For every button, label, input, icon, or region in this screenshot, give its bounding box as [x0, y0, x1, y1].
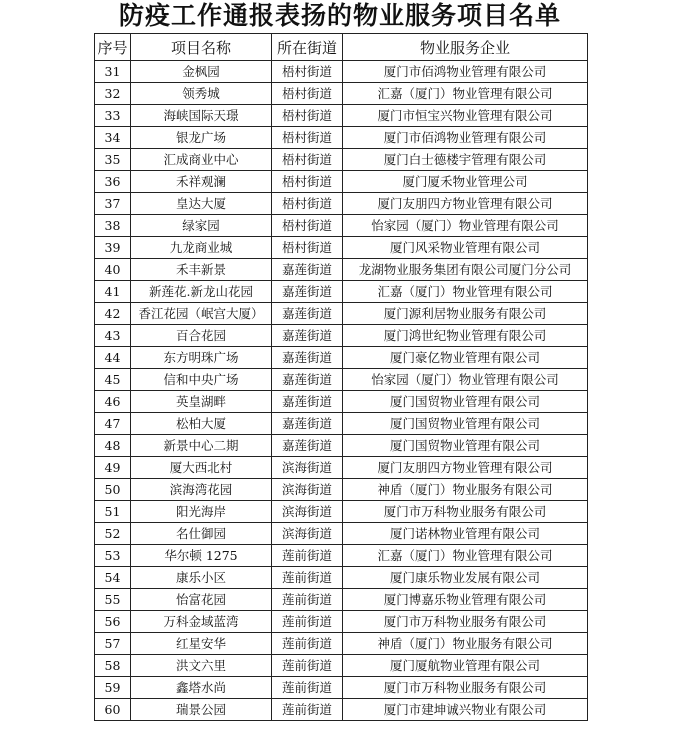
cell-index: 35 [95, 149, 131, 171]
table-row [95, 413, 588, 435]
cell-project-name: 禾祥观澜 [131, 171, 272, 193]
cell-index: 50 [95, 479, 131, 501]
cell-index: 54 [95, 567, 131, 589]
cell-project-name: 厦大西北村 [131, 457, 272, 479]
cell-company: 龙湖物业服务集团有限公司厦门分公司 [343, 259, 588, 281]
cell-street: 梧村街道 [272, 149, 343, 171]
cell-index: 33 [95, 105, 131, 127]
cell-index: 39 [95, 237, 131, 259]
cell-street: 梧村街道 [272, 127, 343, 149]
table-row [95, 655, 588, 677]
cell-project-name: 百合花园 [131, 325, 272, 347]
cell-project-name: 新景中心二期 [131, 435, 272, 457]
cell-company: 厦门友朋四方物业管理有限公司 [343, 193, 588, 215]
table-row [95, 479, 588, 501]
cell-project-name: 金枫园 [131, 61, 272, 83]
table-row [95, 303, 588, 325]
cell-company: 厦门源利居物业服务有限公司 [343, 303, 588, 325]
cell-street: 莲前街道 [272, 655, 343, 677]
cell-index: 53 [95, 545, 131, 567]
table-row [95, 149, 588, 171]
cell-index: 32 [95, 83, 131, 105]
cell-street: 嘉莲街道 [272, 325, 343, 347]
table-row [95, 237, 588, 259]
page-title: 防疫工作通报表扬的物业服务项目名单 [118, 1, 561, 30]
table-row [95, 699, 588, 721]
table-row [95, 633, 588, 655]
table-row [95, 545, 588, 567]
cell-project-name: 怡富花园 [131, 589, 272, 611]
table-row [95, 369, 588, 391]
table-row [95, 83, 588, 105]
header-project-name: 项目名称 [131, 34, 272, 61]
cell-street: 莲前街道 [272, 567, 343, 589]
property-list-table [94, 33, 588, 721]
cell-project-name: 信和中央广场 [131, 369, 272, 391]
cell-company: 厦门友朋四方物业管理有限公司 [343, 457, 588, 479]
cell-street: 滨海街道 [272, 523, 343, 545]
cell-company: 神盾（厦门）物业服务有限公司 [343, 633, 588, 655]
cell-street: 梧村街道 [272, 215, 343, 237]
cell-project-name: 万科金域蓝湾 [131, 611, 272, 633]
cell-street: 嘉莲街道 [272, 391, 343, 413]
cell-street: 梧村街道 [272, 105, 343, 127]
cell-index: 45 [95, 369, 131, 391]
table-row [95, 127, 588, 149]
cell-index: 34 [95, 127, 131, 149]
cell-street: 莲前街道 [272, 545, 343, 567]
cell-company: 厦门市建坤诚兴物业有限公司 [343, 699, 588, 721]
table-row [95, 435, 588, 457]
cell-index: 49 [95, 457, 131, 479]
cell-index: 57 [95, 633, 131, 655]
cell-project-name: 海峡国际天璟 [131, 105, 272, 127]
cell-company: 厦门诺林物业管理有限公司 [343, 523, 588, 545]
cell-street: 滨海街道 [272, 457, 343, 479]
table-row [95, 391, 588, 413]
table-row [95, 501, 588, 523]
cell-street: 滨海街道 [272, 501, 343, 523]
table-body [95, 61, 588, 721]
cell-project-name: 瑞景公园 [131, 699, 272, 721]
table-row [95, 611, 588, 633]
cell-project-name: 绿家园 [131, 215, 272, 237]
cell-project-name: 英皇湖畔 [131, 391, 272, 413]
table-row [95, 281, 588, 303]
cell-project-name: 阳光海岸 [131, 501, 272, 523]
cell-project-name: 皇达大厦 [131, 193, 272, 215]
cell-street: 莲前街道 [272, 699, 343, 721]
cell-index: 31 [95, 61, 131, 83]
cell-company: 厦门白士德楼宇管理有限公司 [343, 149, 588, 171]
cell-street: 嘉莲街道 [272, 435, 343, 457]
cell-company: 厦门厦禾物业管理公司 [343, 171, 588, 193]
cell-index: 44 [95, 347, 131, 369]
cell-company: 厦门鸿世纪物业管理有限公司 [343, 325, 588, 347]
table-row [95, 523, 588, 545]
cell-index: 37 [95, 193, 131, 215]
cell-street: 梧村街道 [272, 171, 343, 193]
cell-street: 莲前街道 [272, 589, 343, 611]
cell-street: 嘉莲街道 [272, 369, 343, 391]
cell-project-name: 银龙广场 [131, 127, 272, 149]
table-row [95, 61, 588, 83]
cell-index: 48 [95, 435, 131, 457]
cell-index: 41 [95, 281, 131, 303]
cell-street: 莲前街道 [272, 633, 343, 655]
cell-company: 厦门市万科物业服务有限公司 [343, 611, 588, 633]
cell-index: 36 [95, 171, 131, 193]
cell-street: 滨海街道 [272, 479, 343, 501]
cell-company: 厦门市佰鸿物业管理有限公司 [343, 127, 588, 149]
header-street: 所在街道 [272, 34, 343, 61]
cell-street: 梧村街道 [272, 237, 343, 259]
cell-index: 55 [95, 589, 131, 611]
cell-project-name: 禾丰新景 [131, 259, 272, 281]
cell-index: 52 [95, 523, 131, 545]
cell-project-name: 领秀城 [131, 83, 272, 105]
cell-project-name: 东方明珠广场 [131, 347, 272, 369]
table-row [95, 457, 588, 479]
table-row [95, 171, 588, 193]
header-index: 序号 [95, 34, 131, 61]
cell-street: 嘉莲街道 [272, 303, 343, 325]
cell-project-name: 滨海湾花园 [131, 479, 272, 501]
cell-index: 43 [95, 325, 131, 347]
table-row [95, 567, 588, 589]
cell-company: 怡家园（厦门）物业管理有限公司 [343, 215, 588, 237]
cell-company: 厦门风采物业管理有限公司 [343, 237, 588, 259]
cell-index: 56 [95, 611, 131, 633]
cell-street: 嘉莲街道 [272, 413, 343, 435]
table-header-row [95, 34, 588, 61]
cell-project-name: 松柏大厦 [131, 413, 272, 435]
cell-company: 厦门市万科物业服务有限公司 [343, 501, 588, 523]
cell-company: 厦门国贸物业管理有限公司 [343, 391, 588, 413]
cell-company: 神盾（厦门）物业服务有限公司 [343, 479, 588, 501]
cell-company: 怡家园（厦门）物业管理有限公司 [343, 369, 588, 391]
cell-index: 46 [95, 391, 131, 413]
table-row [95, 193, 588, 215]
table-row [95, 259, 588, 281]
cell-company: 汇嘉（厦门）物业管理有限公司 [343, 83, 588, 105]
cell-index: 40 [95, 259, 131, 281]
cell-project-name: 汇成商业中心 [131, 149, 272, 171]
cell-company: 汇嘉（厦门）物业管理有限公司 [343, 545, 588, 567]
cell-index: 60 [95, 699, 131, 721]
cell-street: 嘉莲街道 [272, 281, 343, 303]
cell-street: 莲前街道 [272, 677, 343, 699]
cell-street: 梧村街道 [272, 193, 343, 215]
cell-project-name: 华尔顿 1275 [131, 545, 272, 567]
cell-project-name: 红星安华 [131, 633, 272, 655]
table-row [95, 215, 588, 237]
table-row [95, 347, 588, 369]
cell-project-name: 名仕御园 [131, 523, 272, 545]
cell-index: 38 [95, 215, 131, 237]
cell-project-name: 九龙商业城 [131, 237, 272, 259]
cell-street: 嘉莲街道 [272, 347, 343, 369]
cell-company: 厦门康乐物业发展有限公司 [343, 567, 588, 589]
table-row [95, 677, 588, 699]
header-company: 物业服务企业 [343, 34, 588, 61]
cell-street: 莲前街道 [272, 611, 343, 633]
cell-project-name: 康乐小区 [131, 567, 272, 589]
cell-street: 嘉莲街道 [272, 259, 343, 281]
cell-project-name: 鑫塔水尚 [131, 677, 272, 699]
cell-index: 59 [95, 677, 131, 699]
cell-company: 厦门国贸物业管理有限公司 [343, 413, 588, 435]
cell-company: 厦门博嘉乐物业管理有限公司 [343, 589, 588, 611]
cell-index: 47 [95, 413, 131, 435]
cell-project-name: 香江花园（岷宫大厦） [131, 303, 272, 325]
cell-project-name: 新莲花.新龙山花园 [131, 281, 272, 303]
table-row [95, 589, 588, 611]
cell-company: 汇嘉（厦门）物业管理有限公司 [343, 281, 588, 303]
table-row [95, 325, 588, 347]
cell-index: 42 [95, 303, 131, 325]
table-row [95, 105, 588, 127]
cell-index: 51 [95, 501, 131, 523]
cell-company: 厦门豪亿物业管理有限公司 [343, 347, 588, 369]
cell-company: 厦门国贸物业管理有限公司 [343, 435, 588, 457]
cell-company: 厦门厦航物业管理有限公司 [343, 655, 588, 677]
cell-index: 58 [95, 655, 131, 677]
cell-company: 厦门市万科物业服务有限公司 [343, 677, 588, 699]
cell-project-name: 洪文六里 [131, 655, 272, 677]
cell-company: 厦门市恒宝兴物业管理有限公司 [343, 105, 588, 127]
cell-company: 厦门市佰鸿物业管理有限公司 [343, 61, 588, 83]
cell-street: 梧村街道 [272, 83, 343, 105]
cell-street: 梧村街道 [272, 61, 343, 83]
